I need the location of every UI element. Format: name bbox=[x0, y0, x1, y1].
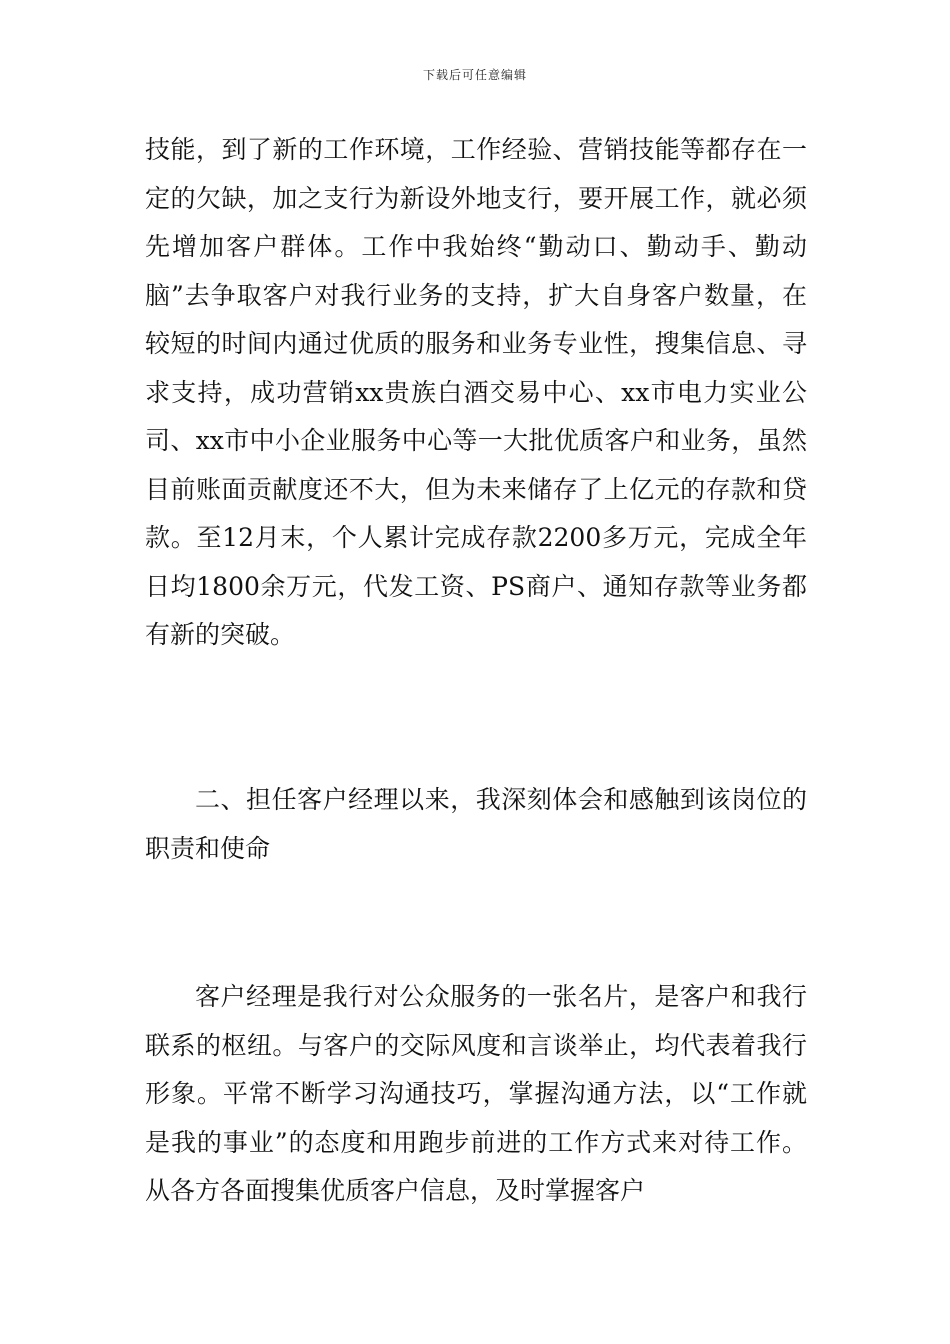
body-paragraph: 技能，到了新的工作环境，工作经验、营销技能等都存在一定的欠缺，加之支行为新设外地支行，要开展工作，就必须先增加客户群体。工作中我始终“勤动口、勤动手、勤动脑”去争取客户对我行业务的支持，扩大自身客户数量，在较短的时间内通过优质的服务和业务专业性，搜集信息、寻求支持，成功营销xx贵族白酒交易中心、xx市电力实业公司、xx市中小企业服务中心等一大批优质客户和业务，虽然目前账面贡献度还不大，但为未来储存了上亿元的存款和贷款。至12月末，个人累计完成存款2200多万元，完成全年日均1800余万元，代发工资、PS商户、通知存款等业务都有新的突破。 bbox=[145, 135, 807, 649]
page-header: 下载后可任意编辑 bbox=[422, 68, 527, 82]
body-paragraph: 客户经理是我行对公众服务的一张名片，是客户和我行联系的枢纽。与客户的交际风度和言谈举止，均代表着我行形象。平常不断学习沟通技巧，掌握沟通方法，以“工作就是我的事业”的态度和用跑步前进的工作方式来对待工作。从各方各面搜集优质客户信息，及时掌握客户 bbox=[145, 982, 807, 1205]
section-heading: 二、担任客户经理以来，我深刻体会和感触到该岗位的职责和使命 bbox=[145, 785, 807, 863]
